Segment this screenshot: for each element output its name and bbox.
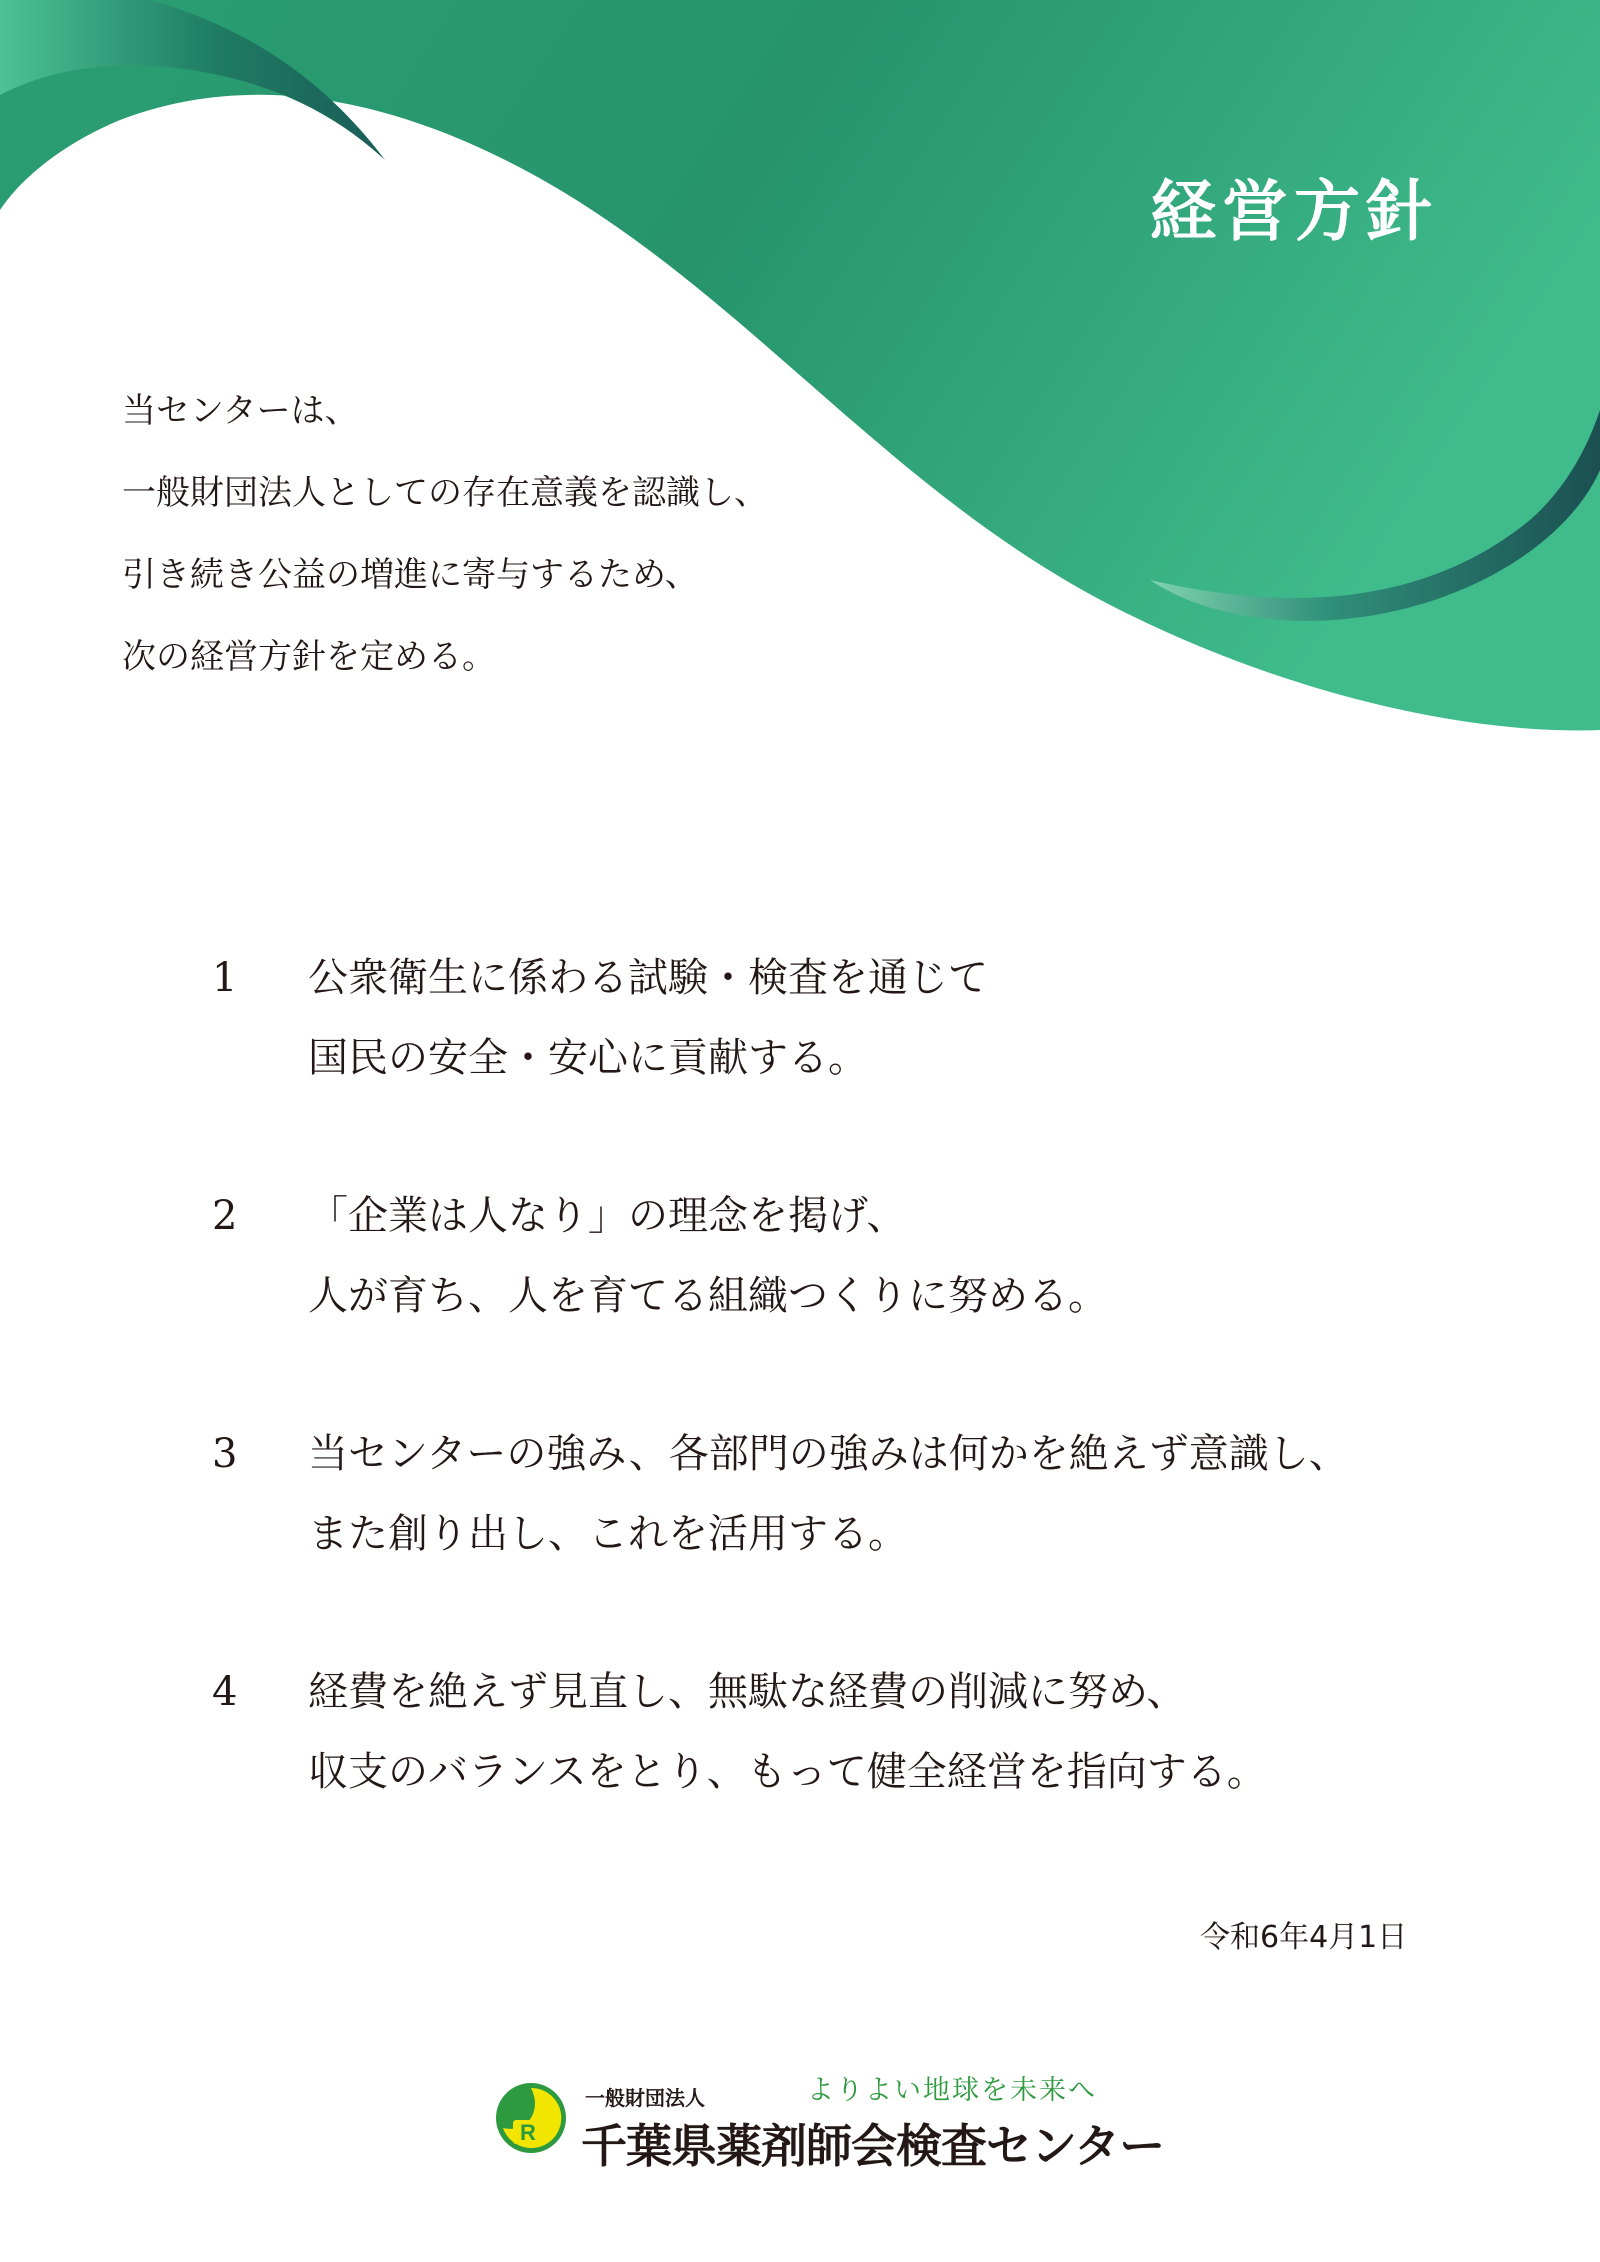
policy-line: 「企業は人なり」の理念を掲げ、	[308, 1193, 907, 1239]
intro-paragraph	[122, 370, 768, 698]
policy-number: 3	[212, 1431, 238, 1477]
footer-organization	[495, 2068, 1165, 2178]
policy-item	[212, 1652, 1462, 1812]
policy-number: 2	[212, 1193, 238, 1239]
policy-line: また創り出し、これを活用する。	[308, 1511, 908, 1557]
organization-logo-icon	[495, 2082, 567, 2154]
policy-list	[212, 938, 1462, 1890]
org-prefix: 一般財団法人	[585, 2086, 705, 2110]
intro-line: 引き続き公益の増進に寄与するため、	[122, 555, 699, 595]
policy-item	[212, 1176, 1462, 1336]
policy-line: 公衆衛生に係わる試験・検査を通じて	[308, 955, 988, 1001]
policy-text	[308, 938, 988, 1098]
policy-line: 国民の安全・安心に貢献する。	[308, 1035, 868, 1081]
intro-line: 一般財団法人としての存在意義を認識し、	[122, 473, 768, 513]
intro-line: 次の経営方針を定める。	[122, 637, 496, 677]
policy-number: 4	[212, 1669, 238, 1715]
intro-line: 当センターは、	[122, 391, 359, 431]
policy-item	[212, 1414, 1462, 1574]
policy-text	[308, 1414, 1349, 1574]
org-name: 千葉県薬剤師会検査センター	[581, 2119, 1165, 2173]
policy-text	[308, 1176, 1108, 1336]
issue-date: 令和6年4月1日	[1200, 1920, 1408, 1955]
policy-line: 経費を絶えず見直し、無駄な経費の削減に努め、	[308, 1669, 1187, 1715]
slogan: よりよい地球を未来へ	[807, 2075, 1097, 2106]
policy-item	[212, 938, 1462, 1098]
policy-line: 収支のバランスをとり、もって健全経営を指向する。	[308, 1749, 1267, 1795]
page-title: 経営方針	[1150, 172, 1438, 250]
policy-text	[308, 1652, 1267, 1812]
policy-number: 1	[212, 955, 238, 1001]
policy-line: 人が育ち、人を育てる組織つくりに努める。	[308, 1273, 1108, 1319]
policy-line: 当センターの強み、各部門の強みは何かを絶えず意識し、	[308, 1431, 1349, 1477]
logo-letter: R	[520, 2120, 536, 2145]
